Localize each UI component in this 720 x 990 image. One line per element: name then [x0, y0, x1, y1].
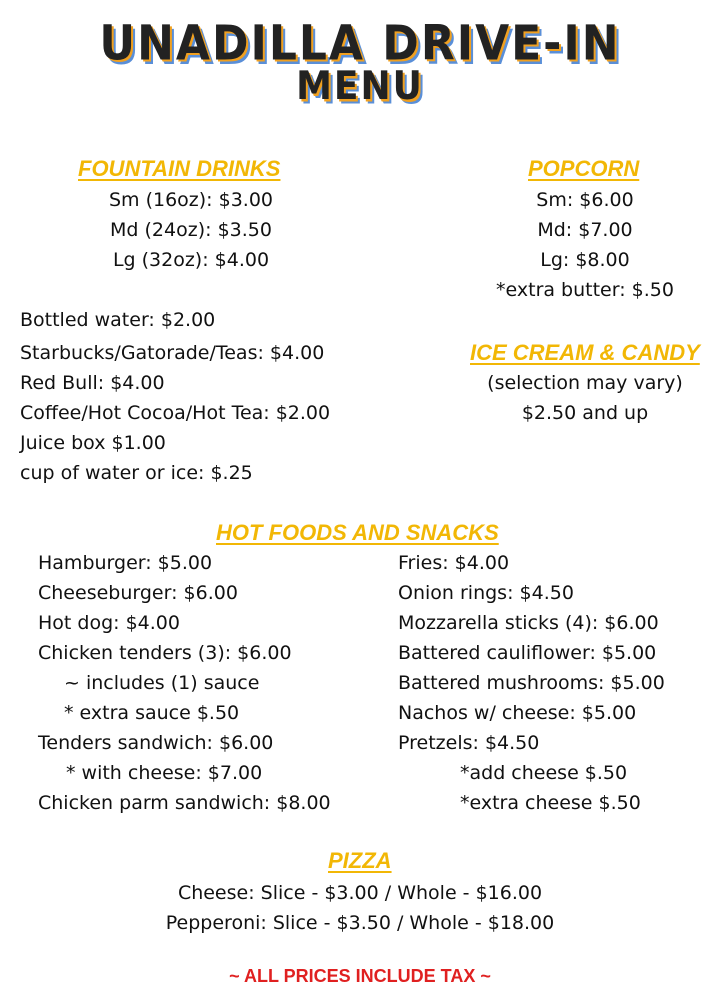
- drink-item: Bottled water: $2.00: [20, 309, 216, 331]
- pizza-heading: PIZZA: [328, 848, 392, 873]
- snack-item: Mozzarella sticks (4): $6.00: [398, 612, 659, 634]
- fountain-drink-item: Sm (16oz): $3.00: [108, 189, 274, 211]
- ice-cream-candy-price: $2.50 and up: [521, 402, 649, 424]
- ice-cream-candy-heading: ICE CREAM & CANDY: [470, 340, 700, 365]
- hot-food-item: Cheeseburger: $6.00: [38, 582, 238, 604]
- snack-note: *add cheese $.50: [460, 762, 628, 784]
- drink-item: Red Bull: $4.00: [20, 372, 165, 394]
- popcorn-heading: POPCORN: [528, 156, 640, 181]
- popcorn-item: Md: $7.00: [537, 219, 633, 241]
- hot-food-item: Tenders sandwich: $6.00: [38, 732, 274, 754]
- menu-title: UNADILLA DRIVE-IN: [99, 15, 621, 72]
- hot-food-item: Hot dog: $4.00: [38, 612, 180, 634]
- drink-item: cup of water or ice: $.25: [20, 462, 253, 484]
- hot-food-item: Hamburger: $5.00: [38, 552, 213, 574]
- snack-item: Fries: $4.00: [398, 552, 510, 574]
- menu-subtitle: MENU: [296, 63, 424, 110]
- hot-food-item: Chicken parm sandwich: $8.00: [38, 792, 331, 814]
- snack-item: Battered cauliflower: $5.00: [398, 642, 657, 664]
- ice-cream-candy-note: (selection may vary): [487, 372, 683, 394]
- snack-item: Onion rings: $4.50: [398, 582, 574, 604]
- snack-item: Nachos w/ cheese: $5.00: [398, 702, 637, 724]
- pizza-item: Pepperoni: Slice - $3.50 / Whole - $18.00: [165, 912, 555, 934]
- hot-food-note: ~ includes (1) sauce: [64, 672, 260, 694]
- hot-food-note: * extra sauce $.50: [64, 702, 240, 724]
- popcorn-item: Sm: $6.00: [536, 189, 634, 211]
- fountain-drink-item: Lg (32oz): $4.00: [112, 249, 270, 271]
- snack-item: Pretzels: $4.50: [398, 732, 540, 754]
- drink-item: Starbucks/Gatorade/Teas: $4.00: [20, 342, 325, 364]
- pizza-item: Cheese: Slice - $3.00 / Whole - $16.00: [177, 882, 543, 904]
- snack-item: Battered mushrooms: $5.00: [398, 672, 665, 694]
- fountain-drink-item: Md (24oz): $3.50: [110, 219, 272, 241]
- prices-include-tax-note: ~ ALL PRICES INCLUDE TAX ~: [229, 966, 491, 986]
- drink-item: Coffee/Hot Cocoa/Hot Tea: $2.00: [20, 402, 331, 424]
- snack-note: *extra cheese $.50: [460, 792, 641, 814]
- drink-item: Juice box $1.00: [20, 432, 166, 454]
- hot-foods-heading: HOT FOODS AND SNACKS: [216, 520, 499, 545]
- fountain-drinks-heading: FOUNTAIN DRINKS: [78, 156, 281, 181]
- popcorn-item: Lg: $8.00: [540, 249, 630, 271]
- hot-food-item: Chicken tenders (3): $6.00: [38, 642, 292, 664]
- popcorn-item: *extra butter: $.50: [496, 279, 674, 301]
- hot-food-note: * with cheese: $7.00: [66, 762, 263, 784]
